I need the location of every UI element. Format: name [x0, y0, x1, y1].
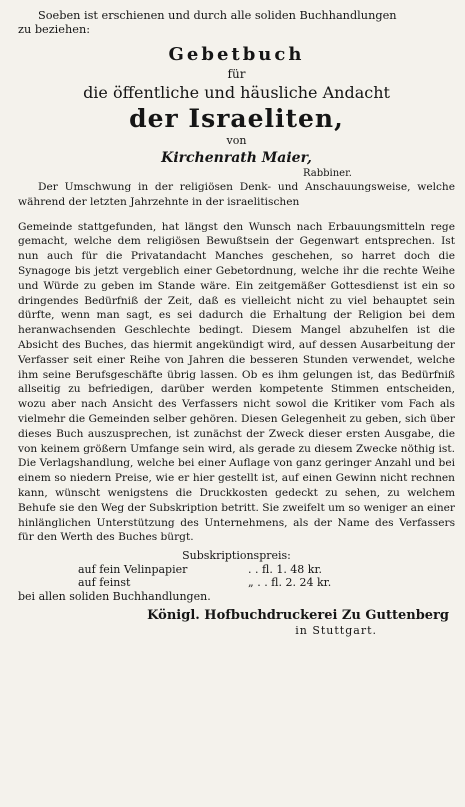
paragraph-2: Gemeinde stattgefunden, hat längst den Wunsch nach Erbauungsmitteln rege gemacht, welche dem religiösen Bewußtsein der Gegenwart entsprechen. Ist nun auch für die Privatandacht Manches geschehen, so harret doch die Synagoge bis jetzt vergeblich einer Gebetordnung, welche ihr die rechte Weihe und Würde zu geben im Stande wäre. Ein zeitgemäßer Gottesdienst ist ein so dringendes Bedürfniß der Zeit, daß es vielleicht nicht zu viel behauptet sein dürfte, wenn man sagt, es sei dadurch die Erhaltung der Religion bei dem heranwachsenden Geschlechte bedingt. Diesem Mangel abzuhelfen ist die Absicht des Buches, das hiermit angekündigt wird, auf dessen Ausarbeitung der Verfasser seit einer Reihe von Jahren die besseren Stunden verwendet, welche ihm seine Berufsgeschäfte übrig lassen. Ob es ihm gelungen ist, das Bedürfniß allseitig zu befriedigen, darüber werden kompetente Stimmen entscheiden, wozu aber nach Ansicht des Verfassers nicht sowol die Kritiker vom Fach als vielmehr die Gemeinden selber gehören. Diesen Gelegenheit zu geben, sich über dieses Buch auszusprechen, ist zunächst der Zweck dieser ersten Ausgabe, die von keinem größern Umfange sein wird, als gerade zu diesem Zwecke nöthig ist. Die Verlagshandlung, welche bei einer Auflage von ganz geringer Anzahl und bei einem so niedern Preise, wie er hier gestellt ist, auf einen Gewinn nicht rechnen kann, wünscht wenigstens die Druckkosten gedeckt zu sehen, zu welchem Behufe sie den Weg der Subskription betritt. Sie zweifelt um so weniger an einer hinlänglichen Unterstützung des Unternehmens, als der Name des Verfassers für den Werth des Buches bürgt.: [18, 220, 455, 544]
publisher-place: in Stuttgart.: [295, 624, 377, 638]
author-name: Kirchenrath Maier,: [161, 150, 312, 166]
book-title-main: der Israeliten,: [129, 104, 344, 133]
paragraph-1: Der Umschwung in der religiösen Denk- und Anschauungsweise, welche während der letzten Jahrzehnte in der israelitischen: [18, 181, 455, 208]
book-subtitle: die öffentliche und häusliche Andacht: [83, 83, 390, 102]
price-value: „ . . fl. 2. 24 kr.: [248, 576, 332, 590]
book-title: Gebetbuch: [168, 44, 305, 65]
price-value: . . fl. 1. 48 kr.: [248, 563, 323, 577]
author-role: Rabbiner.: [303, 168, 352, 179]
price-row-feinst: [18, 576, 455, 589]
availability-note: bei allen soliden Buchhandlungen.: [18, 590, 211, 604]
title-von: von: [226, 134, 247, 147]
price-label: auf fein Velinpapier: [78, 563, 188, 577]
intro-line-1: Soeben ist erschienen und durch alle soliden Buchhandlungen: [38, 9, 397, 22]
price-row-velin: [18, 563, 455, 576]
title-fuer: für: [227, 67, 246, 81]
intro-line-2: zu beziehen:: [18, 23, 91, 36]
subscription-heading: Subskriptionspreis:: [182, 549, 291, 563]
price-label: auf feinst: [78, 576, 131, 590]
publisher-name: Königl. Hofbuchdruckerei Zu Guttenberg: [147, 608, 449, 624]
column-break: [18, 210, 455, 220]
